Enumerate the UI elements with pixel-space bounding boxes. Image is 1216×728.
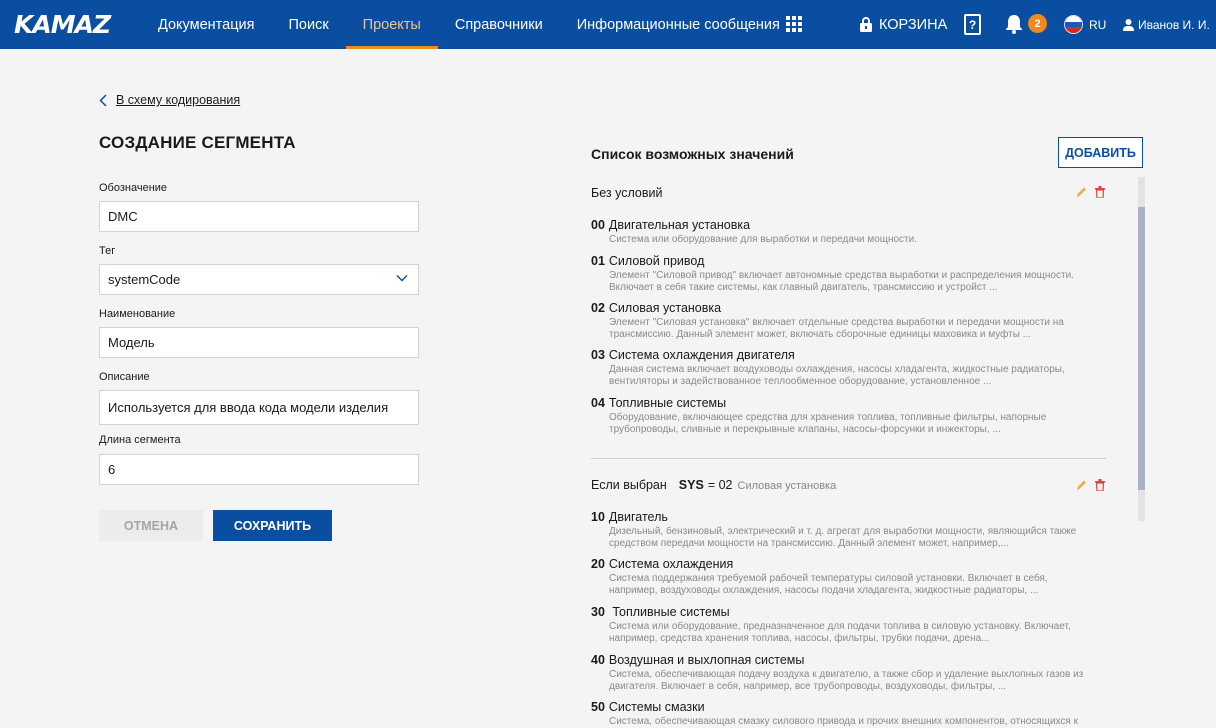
list-item[interactable]	[591, 301, 1101, 341]
user-menu[interactable]	[1123, 0, 1210, 49]
item-name: Двигательная установка	[608, 218, 751, 232]
russia-flag-icon	[1064, 15, 1083, 34]
item-code: 40	[591, 653, 605, 667]
item-code: 30	[591, 605, 605, 619]
save-button[interactable]: СОХРАНИТЬ	[213, 510, 332, 541]
item-description: Система или оборудование, предназначенное для подачи топлива в силовую установку. Включает,	[609, 621, 1071, 632]
language-code: RU	[1089, 17, 1107, 32]
list-item[interactable]	[591, 653, 1101, 693]
item-name: Воздушная и выхлопная системы	[608, 653, 805, 667]
apps-grid-icon[interactable]	[786, 16, 802, 32]
description-input[interactable]: Используется для ввода кода модели изделия	[99, 390, 419, 425]
nav-documentation[interactable]: Документация	[158, 16, 255, 33]
back-to-coding-scheme-link[interactable]	[99, 93, 240, 107]
group-conditional-title	[591, 478, 836, 492]
nav-search[interactable]: Поиск	[288, 16, 329, 33]
item-description: Данная система включает воздуховоды охлаждения, насосы хладагента, жидкостные радиаторы,	[609, 364, 1065, 375]
list-item[interactable]	[591, 348, 1101, 388]
condition-segment: SYS	[678, 478, 704, 492]
cart-label: КОРЗИНА	[879, 16, 948, 33]
item-name: Топливные системы	[608, 396, 727, 410]
item-description: Система поддержания требуемой рабочей температуры силовой установки. Включает в себя,	[609, 573, 1048, 584]
item-name: Силовой привод	[608, 254, 705, 268]
group1-actions	[1076, 186, 1105, 198]
list-item[interactable]	[591, 557, 1101, 597]
list-item[interactable]	[591, 510, 1101, 550]
item-description: вентиляторы и задействованное теплообменное оборудование, установленное ...	[609, 376, 992, 387]
nav-references[interactable]: Справочники	[454, 16, 543, 33]
item-description: средством передачи мощности на трансмиссию. Данный элемент может, например,...	[609, 538, 1009, 549]
delete-trash-icon[interactable]	[1095, 186, 1105, 198]
item-description: трансмиссию. Данный элемент может, включать сборочные единицы маховика и муфты ...	[609, 329, 1032, 340]
notification-count-badge: 2	[1028, 14, 1047, 33]
item-code: 50	[591, 700, 605, 714]
bell-icon[interactable]	[1005, 14, 1023, 34]
chevron-left-icon	[99, 94, 107, 107]
designation-label: Обозначение	[99, 182, 168, 194]
scrollbar-thumb[interactable]	[1138, 207, 1145, 490]
list-item[interactable]	[591, 396, 1101, 436]
edit-pencil-icon[interactable]	[1076, 186, 1087, 198]
item-code: 10	[591, 510, 605, 524]
cart-button[interactable]	[859, 0, 947, 49]
nav-info-messages[interactable]: Информационные сообщения	[576, 16, 780, 33]
list-item[interactable]	[591, 605, 1101, 645]
item-code: 03	[591, 348, 605, 362]
item-description: Элемент "Силовой привод" включает автономные средства выработки и распределения мощности.	[609, 270, 1074, 281]
item-code: 00	[591, 218, 605, 232]
user-name: Иванов И. И.	[1138, 17, 1210, 32]
cart-lock-icon	[859, 17, 873, 33]
group2-actions	[1076, 479, 1105, 491]
tag-select-value: systemCode	[108, 272, 181, 287]
condition-prefix: Если выбран	[591, 478, 667, 492]
back-link-label: В схему кодирования	[116, 93, 241, 107]
designation-input[interactable]: DMC	[99, 201, 419, 232]
name-label: Наименование	[99, 308, 176, 320]
list-item[interactable]	[591, 218, 1101, 246]
item-description: трубопроводы, сливные и перекрывные клапаны, насосы-форсунки и инжекторы, ...	[609, 424, 1001, 435]
values-list-title: Список возможных значений	[591, 146, 794, 162]
language-switcher[interactable]	[1064, 0, 1106, 49]
top-navigation-bar	[0, 0, 1216, 49]
segment-length-input[interactable]: 6	[99, 454, 419, 485]
tag-label: Тег	[99, 245, 116, 257]
item-description: Дизельный, бензиновый, электрический и т. д. агрегат для выработки мощности, являющийся также	[609, 526, 1077, 537]
main-nav	[141, 0, 797, 49]
item-name: Силовая установка	[608, 301, 722, 315]
item-description: двигателя. Включает в себя, например, все трубопроводы, воздуховоды, фильтры, ...	[609, 681, 1007, 692]
item-name: Двигатель	[608, 510, 668, 524]
condition-value-name: Силовая установка	[737, 480, 837, 492]
item-description: Система, обеспечивающая смазку силового привода и прочих внешних компонентов, относящихся к	[609, 716, 1078, 727]
list-item[interactable]	[591, 254, 1101, 294]
add-value-button[interactable]: ДОБАВИТЬ	[1058, 137, 1143, 168]
item-description: Включает в себя такие системы, как главный двигатель, трансмиссию и устройст ...	[609, 282, 998, 293]
user-icon	[1123, 19, 1134, 31]
item-description: Элемент "Силовая установка" включает отдельные средства выработки и передачи мощности на	[609, 317, 1064, 328]
segment-length-label: Длина сегмента	[99, 434, 181, 446]
item-name: Система охлаждения двигателя	[608, 348, 795, 362]
item-code: 04	[591, 396, 605, 410]
tag-select[interactable]	[99, 264, 419, 295]
page-title: СОЗДАНИЕ СЕГМЕНТА	[99, 133, 296, 152]
item-description: например, средства хранения топлива, насосы, фильтры, трубки подачи, дрена...	[609, 633, 990, 644]
item-code: 01	[591, 254, 605, 268]
kamaz-logo[interactable]: KAMAZ	[14, 10, 111, 39]
item-description: Система, обеспечивающая подачу воздуха к двигателю, а также сбор и удаление выхлопных газов из	[609, 669, 1084, 680]
list-item[interactable]	[591, 700, 1101, 728]
item-code: 20	[591, 557, 605, 571]
item-code: 02	[591, 301, 605, 315]
help-icon[interactable]: ?	[964, 14, 981, 35]
description-label: Описание	[99, 371, 150, 383]
item-name: Системы смазки	[608, 700, 705, 714]
item-description: Оборудование, включающее средства для хранения топлива, топливные фильтры, напорные	[609, 412, 1047, 423]
item-description: Система или оборудование для выработки и передачи мощности.	[609, 234, 917, 245]
nav-projects[interactable]: Проекты	[346, 0, 438, 49]
condition-value: = 02	[707, 478, 733, 492]
delete-trash-icon[interactable]	[1095, 479, 1105, 491]
item-name: Система охлаждения	[608, 557, 734, 571]
chevron-down-icon	[396, 274, 408, 282]
name-input[interactable]: Модель	[99, 327, 419, 358]
cancel-button[interactable]: ОТМЕНА	[99, 510, 203, 541]
group-divider	[591, 458, 1106, 459]
item-name: Топливные системы	[608, 605, 730, 619]
item-description: например, воздуховоды охлаждения, насосы подачи хладагента, жидкостные радиаторы, ...	[609, 585, 1039, 596]
edit-pencil-icon[interactable]	[1076, 479, 1087, 491]
group-unconditional-title: Без условий	[591, 186, 663, 200]
